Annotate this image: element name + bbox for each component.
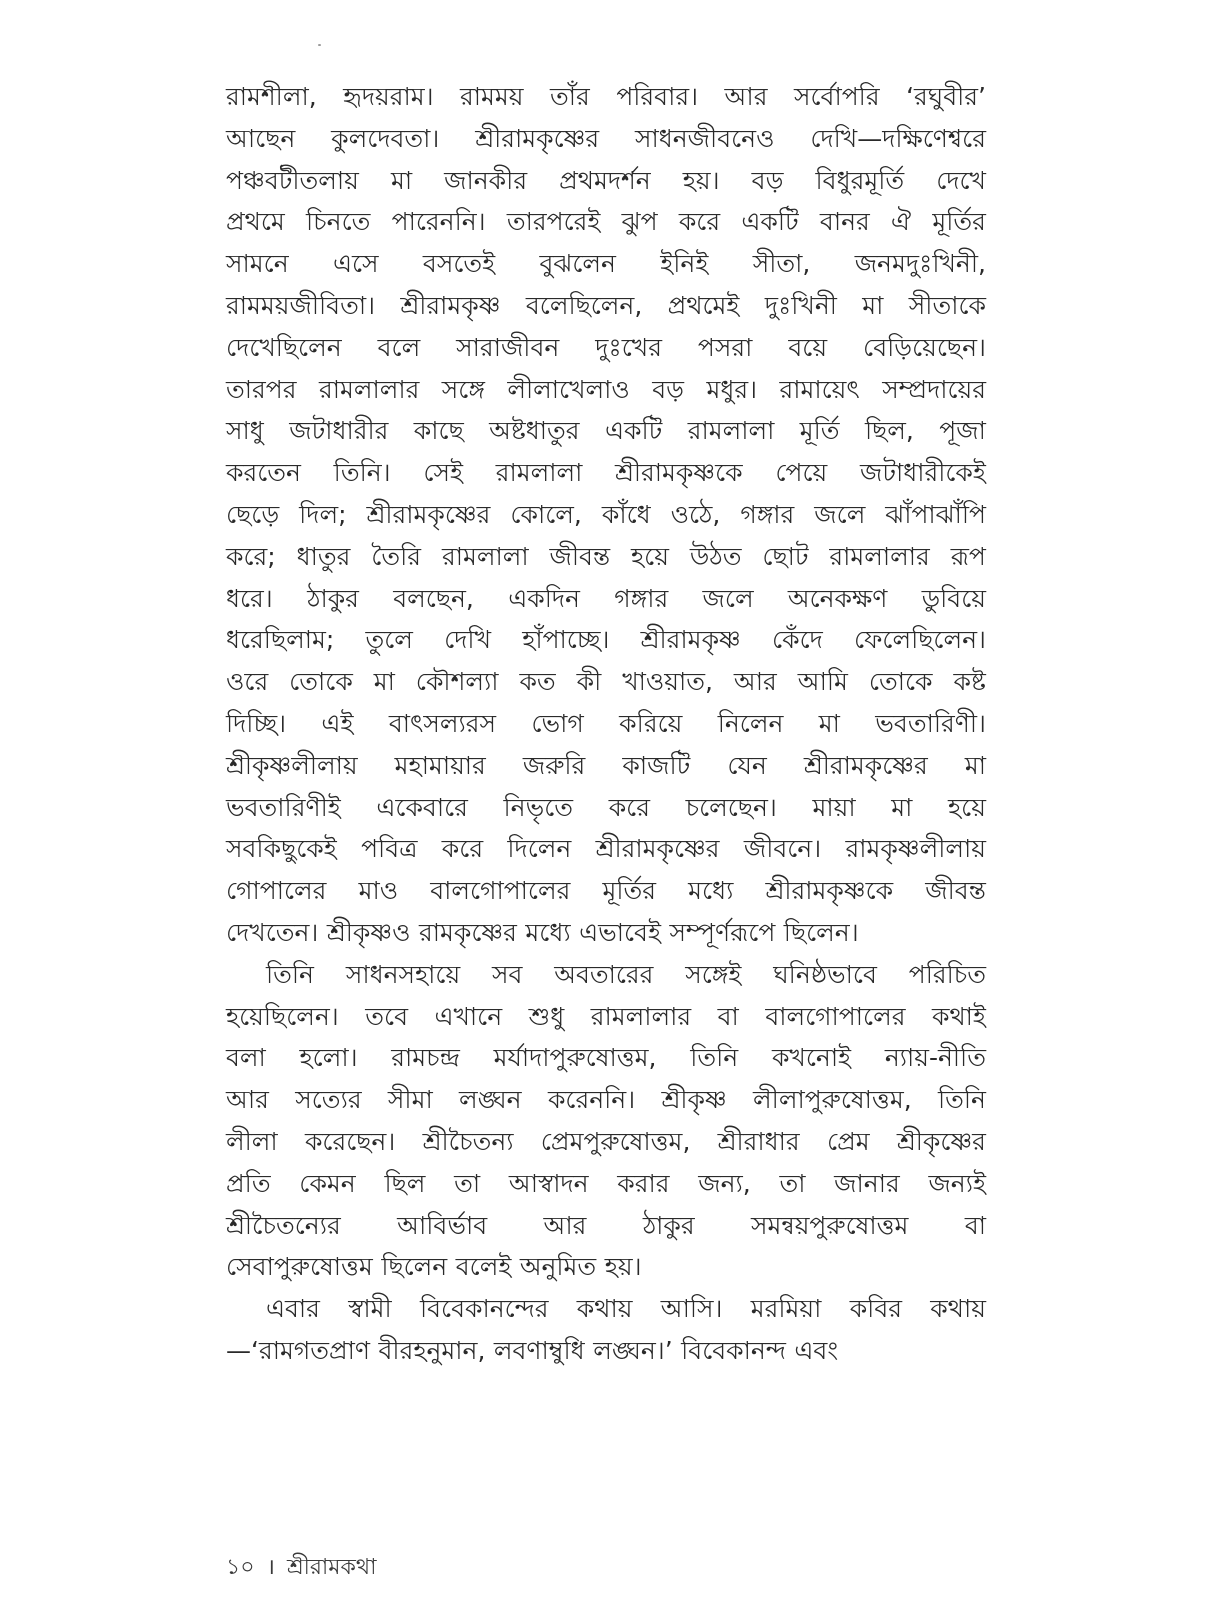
text-line: প্রথমে চিনতে পারেননি। তারপরেই ঝুপ করে একটি বানর ঐ মূর্তির	[226, 207, 986, 237]
text-line: বলা হলো। রামচন্দ্র মর্যাদাপুরুষোত্তম, তিনি কখনোই ন্যায়-নীতি	[226, 1043, 986, 1073]
text-line: আর সত্যের সীমা লঙ্ঘন করেননি। শ্রীকৃষ্ণ লীলাপুরুষোত্তম, তিনি	[226, 1085, 986, 1115]
text-line: ভবতারিণীই একেবারে নিভৃতে করে চলেছেন। মায়া মা হয়ে	[226, 792, 986, 822]
text-line: করে; ধাতুর তৈরি রামলালা জীবন্ত হয়ে উঠত ছোট রামলালার রূপ	[226, 541, 986, 571]
text-line: আছেন কুলদেবতা। শ্রীরামকৃষ্ণের সাধনজীবনেও দেখি—দক্ষিণেশ্বরে	[226, 123, 986, 153]
text-line: লীলা করেছেন। শ্রীচৈতন্য প্রেমপুরুষোত্তম, শ্রীরাধার প্রেম শ্রীকৃষ্ণের	[226, 1126, 986, 1156]
text-line: গোপালের মাও বালগোপালের মূর্তির মধ্যে শ্রীরামকৃষ্ণকে জীবন্ত	[226, 876, 986, 906]
text-line: ছেড়ে দিল; শ্রীরামকৃষ্ণের কোলে, কাঁধে ওঠে, গঙ্গার জলে ঝাঁপাঝাঁপি	[226, 499, 986, 529]
text-line: শ্রীচৈতন্যের আবির্ভাব আর ঠাকুর সমন্বয়পুরুষোত্তম বা	[226, 1210, 986, 1240]
footer-separator: ।	[266, 1555, 275, 1580]
text-line: দেখেছিলেন বলে সারাজীবন দুঃখের পসরা বয়ে বেড়িয়েছেন।	[226, 332, 986, 362]
page-footer	[226, 1550, 377, 1587]
text-line: প্রতি কেমন ছিল তা আস্বাদন করার জন্য, তা জানার জন্যই	[226, 1168, 986, 1198]
text-line: শ্রীকৃষ্ণলীলায় মহামায়ার জরুরি কাজটি যেন শ্রীরামকৃষ্ণের মা	[226, 750, 986, 780]
scan-speck	[318, 44, 321, 46]
text-line: সাধু জটাধারীর কাছে অষ্টধাতুর একটি রামলালা মূর্তি ছিল, পূজা	[226, 416, 986, 446]
body-text	[226, 76, 986, 1372]
book-title: শ্রীরামকথা	[286, 1555, 377, 1580]
text-line: ওরে তোকে মা কৌশল্যা কত কী খাওয়াত, আর আমি তোকে কষ্ট	[226, 667, 986, 697]
paragraph	[226, 76, 986, 954]
text-line: করতেন তিনি। সেই রামলালা শ্রীরামকৃষ্ণকে পেয়ে জটাধারীকেই	[226, 458, 986, 488]
text-line: সামনে এসে বসতেই বুঝলেন ইনিই সীতা, জনমদুঃখিনী,	[226, 249, 986, 279]
page-number: ১০	[226, 1555, 255, 1580]
paragraph	[226, 954, 986, 1288]
text-line: তিনি সাধনসহায়ে সব অবতারের সঙ্গেই ঘনিষ্ঠভাবে পরিচিত	[266, 959, 986, 989]
text-line: হয়েছিলেন। তবে এখানে শুধু রামলালার বা বালগোপালের কথাই	[226, 1001, 986, 1031]
text-line: এবার স্বামী বিবেকানন্দের কথায় আসি। মরমিয়া কবির কথায়	[266, 1294, 986, 1324]
text-line: ধরেছিলাম; তুলে দেখি হাঁপাচ্ছে। শ্রীরামকৃষ্ণ কেঁদে ফেলেছিলেন।	[226, 625, 986, 655]
text-line: দেখতেন। শ্রীকৃষ্ণও রামকৃষ্ণের মধ্যে এভাবেই সম্পূর্ণরূপে ছিলেন।	[226, 917, 859, 947]
text-line: সবকিছুকেই পবিত্র করে দিলেন শ্রীরামকৃষ্ণের জীবনে। রামকৃষ্ণলীলায়	[226, 834, 986, 864]
paragraph	[226, 1288, 986, 1372]
text-line: ধরে। ঠাকুর বলছেন, একদিন গঙ্গার জলে অনেকক্ষণ ডুবিয়ে	[226, 583, 986, 613]
text-line: রামময়জীবিতা। শ্রীরামকৃষ্ণ বলেছিলেন, প্রথমেই দুঃখিনী মা সীতাকে	[226, 290, 986, 320]
text-line: রামশীলা, হৃদয়রাম। রামময় তাঁর পরিবার। আর সর্বোপরি ‘রঘুবীর’	[226, 82, 986, 111]
text-line: দিচ্ছি। এই বাৎসল্যরস ভোগ করিয়ে নিলেন মা ভবতারিণী।	[226, 708, 986, 738]
text-line: —‘রামগতপ্রাণ বীরহনুমান, লবণাম্বুধি লঙ্ঘন।’ বিবেকানন্দ এবং	[226, 1335, 839, 1365]
text-line: সেবাপুরুষোত্তম ছিলেন বলেই অনুমিত হয়।	[226, 1252, 642, 1282]
text-line: পঞ্চবটীতলায় মা জানকীর প্রথমদর্শন হয়। বড় বিধুরমূর্তি দেখে	[226, 165, 986, 195]
text-line: তারপর রামলালার সঙ্গে লীলাখেলাও বড় মধুর। রামায়েৎ সম্প্রদায়ের	[226, 374, 986, 404]
